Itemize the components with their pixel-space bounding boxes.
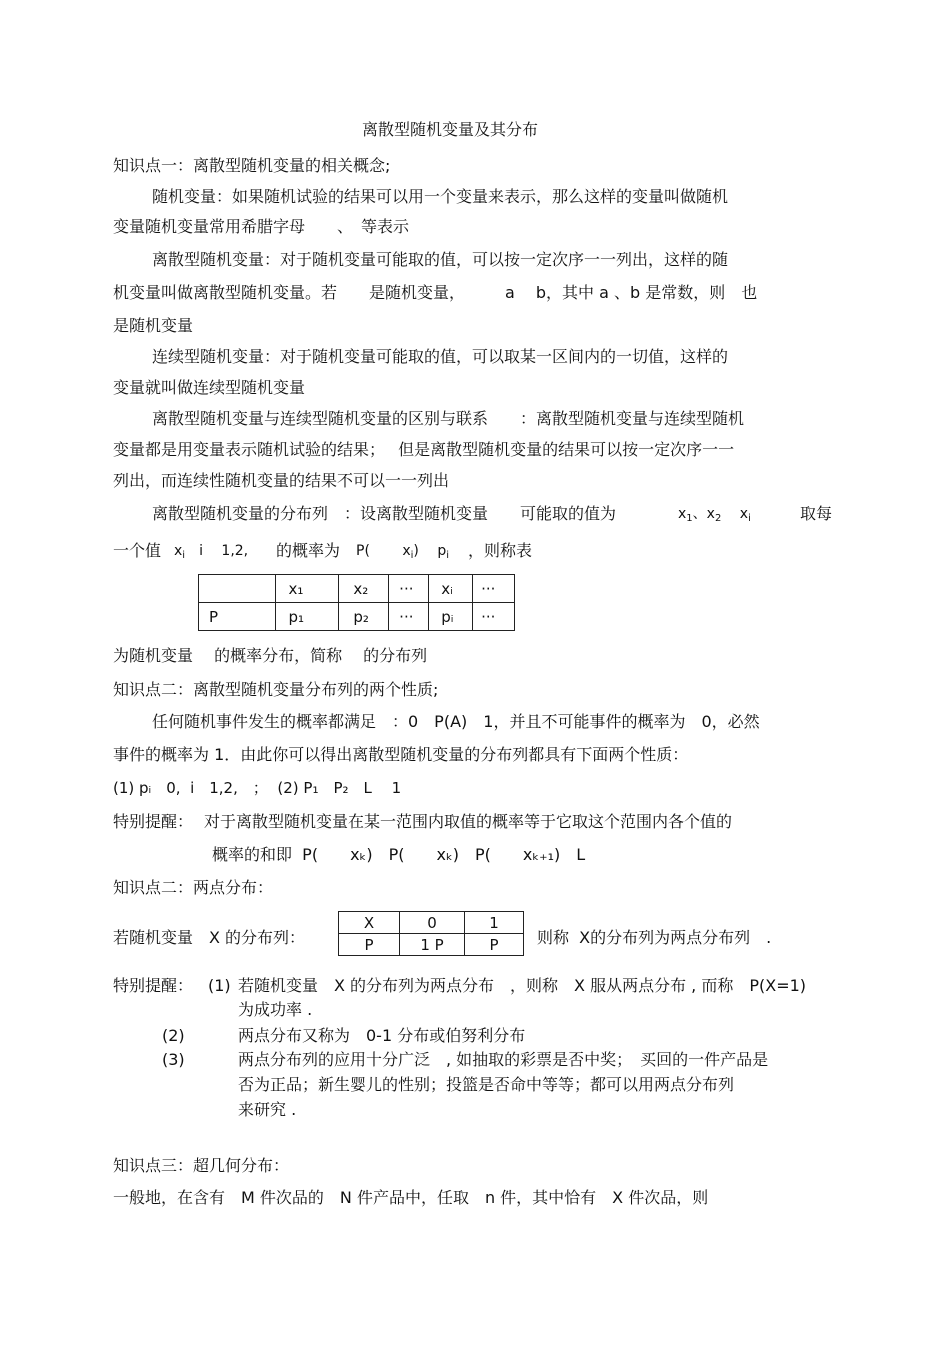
tip2-line-3a: 两点分布列的应用十分广泛 , 如抽取的彩票是否中奖； 买回的一件产品是: [238, 1050, 769, 1069]
distribution-after-text: 为随机变量 的概率分布，简称 的分布列: [113, 646, 428, 665]
random-variable-line-2: 变量随机变量常用希腊字母 、 等表示: [113, 217, 410, 236]
table-row: [199, 575, 515, 603]
table-cell: ···: [389, 603, 429, 631]
table-cell: P: [339, 934, 400, 956]
kp2-heading: 知识点二：离散型随机变量分布列的两个性质;: [113, 680, 439, 699]
table-cell: [199, 575, 276, 603]
distribution-line-2a: 一个值: [113, 541, 162, 560]
tip-line-1: 对于离散型随机变量在某一范围内取值的概率等于它取这个范围内各个值的: [204, 812, 733, 831]
table-cell: P: [465, 934, 524, 956]
table-cell: P: [199, 603, 276, 631]
table-cell: p₂: [339, 603, 389, 631]
tip2-num-3: (3): [162, 1050, 185, 1069]
tip2-line-2: 两点分布又称为 0-1 分布或伯努利分布: [238, 1026, 526, 1045]
kp3-heading: 知识点三：超几何分布：: [113, 1156, 290, 1175]
property-line-1: 任何随机事件发生的概率都满足 ：0 P(A) 1，并且不可能事件的概率为 0，必然: [152, 712, 760, 731]
table-cell: xᵢ: [429, 575, 473, 603]
table-cell: X: [339, 912, 400, 934]
continuous-line-1: 连续型随机变量：对于随机变量可能取的值，可以取某一区间内的一切值，这样的: [152, 347, 729, 366]
table-cell: ···: [473, 603, 515, 631]
tip2-num-1: (1): [208, 976, 231, 995]
continuous-line-2: 变量就叫做连续型随机变量: [113, 378, 306, 397]
tip2-line-1a: 若随机变量 X 的分布列为两点分布 ，则称 X 服从两点分布 , 而称 P(X=1): [238, 976, 807, 995]
property-line-3: (1) pᵢ 0, i 1,2, ； (2) P₁ P₂ L 1: [113, 779, 402, 797]
two-point-pre: 若随机变量 X 的分布列：: [113, 928, 306, 947]
tip2-line-3c: 来研究 .: [238, 1100, 297, 1119]
table-cell: p₁: [276, 603, 339, 631]
distribution-prob-formula: P( $x_i$) $p_i$: [356, 543, 450, 561]
distribution-values: $x_1$、$x_2$ $x_i$: [678, 506, 751, 524]
relation-line-1: 离散型随机变量与连续型随机变量的区别与联系 ：离散型随机变量与连续型随机: [152, 409, 745, 428]
relation-line-2: 变量都是用变量表示随机试验的结果； 但是离散型随机变量的结果可以按一定次序一一: [113, 440, 735, 459]
distribution-line-1b: 取每: [800, 504, 833, 523]
tip2-line-3b: 否为正品；新生婴儿的性别；投篮是否命中等等；都可以用两点分布列: [238, 1075, 735, 1094]
tip2-line-1b: 为成功率 .: [238, 1000, 313, 1019]
table-cell: pᵢ: [429, 603, 473, 631]
distribution-table: [198, 574, 515, 631]
two-point-table: [338, 911, 524, 956]
discrete-line-3: 是随机变量: [113, 316, 194, 335]
discrete-line-2: 机变量叫做离散型随机变量。若 是随机变量， a b，其中 a 、b 是常数，则 也: [113, 283, 758, 302]
kp1-heading: 知识点一：离散型随机变量的相关概念;: [113, 156, 391, 175]
page-title: 离散型随机变量及其分布: [362, 120, 539, 139]
table-cell: ···: [389, 575, 429, 603]
table-cell: x₂: [339, 575, 389, 603]
table-row: [199, 603, 515, 631]
relation-line-3: 列出，而连续性随机变量的结果不可以一一列出: [113, 471, 450, 490]
tip2-label: 特别提醒：: [113, 976, 194, 995]
table-cell: ···: [473, 575, 515, 603]
table-row: [339, 934, 524, 956]
table-cell: x₁: [276, 575, 339, 603]
kp3-line-1: 一般地，在含有 M 件次品的 N 件产品中，任取 n 件，其中恰有 X 件次品，则: [113, 1188, 709, 1207]
table-row: [339, 912, 524, 934]
table-cell: 1: [465, 912, 524, 934]
distribution-line-2b: 的概率为: [276, 541, 341, 560]
tip2-num-2: (2): [162, 1026, 185, 1045]
distribution-line-1a: 离散型随机变量的分布列 ：设离散型随机变量 可能取的值为: [152, 504, 617, 523]
random-variable-line-1: 随机变量：如果随机试验的结果可以用一个变量来表示，那么这样的变量叫做随机: [152, 187, 729, 206]
tip-label: 特别提醒：: [113, 812, 194, 831]
table-cell: 0: [400, 912, 465, 934]
discrete-line-1: 离散型随机变量：对于随机变量可能取的值，可以按一定次序一一列出，这样的随: [152, 250, 729, 269]
tip-line-2: 概率的和即 P( xₖ) P( xₖ) P( xₖ₊₁) L: [212, 845, 586, 864]
distribution-line-2c: ，则称表: [468, 541, 533, 560]
two-point-post: 则称 X的分布列为两点分布列 .: [537, 928, 772, 947]
kp2b-heading: 知识点二：两点分布：: [113, 878, 274, 897]
table-cell: 1 P: [400, 934, 465, 956]
distribution-xi-formula: $x_i$ i 1,2,: [174, 543, 249, 561]
property-line-2: 事件的概率为 1．由此你可以得出离散型随机变量的分布列都具有下面两个性质：: [113, 745, 689, 764]
